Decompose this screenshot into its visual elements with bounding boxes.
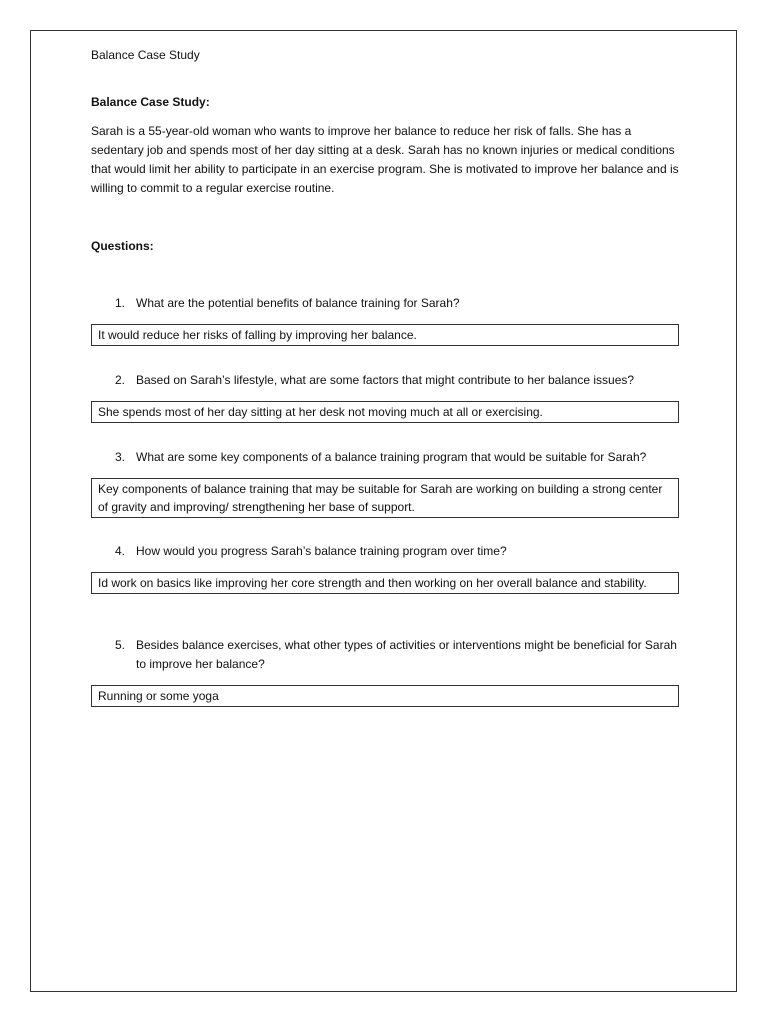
question-text: What are some key components of a balance training program that would be suitable for Sarah? — [136, 450, 647, 464]
question-5 — [91, 636, 681, 674]
questions-heading: Questions: — [91, 239, 154, 253]
question-1 — [91, 294, 681, 313]
question-3 — [91, 448, 681, 467]
answer-field-4[interactable]: Id work on basics like improving her core strength and then working on her overall balance and stability. — [91, 572, 679, 594]
question-text: How would you progress Sarah’s balance training program over time? — [136, 544, 507, 558]
document-header-title: Balance Case Study — [91, 48, 200, 62]
question-number: 4. — [114, 544, 125, 558]
question-number: 3. — [114, 450, 125, 464]
document-page — [30, 30, 737, 992]
intro-paragraph: Sarah is a 55-year-old woman who wants to improve her balance to reduce her risk of falls. She has a sedentary job and spends most of her day sitting at a desk. Sarah has no known injuries or medical conditions that would limit her ability to participate in an exercise program. She is motivated to improve her balance and is willing to commit to a regular exercise routine. — [91, 124, 679, 195]
question-text: Based on Sarah’s lifestyle, what are some factors that might contribute to her balance issues? — [136, 373, 635, 387]
section-heading: Balance Case Study: — [91, 95, 210, 109]
answer-field-3[interactable]: Key components of balance training that may be suitable for Sarah are working on building a strong center of gravity and improving/ strengthening her base of support. — [91, 478, 679, 518]
question-number: 5. — [114, 638, 125, 652]
answer-field-5[interactable]: Running or some yoga — [91, 685, 679, 707]
answer-field-2[interactable]: She spends most of her day sitting at her desk not moving much at all or exercising. — [91, 401, 679, 423]
answer-field-1[interactable]: It would reduce her risks of falling by improving her balance. — [91, 324, 679, 346]
question-text: What are the potential benefits of balance training for Sarah? — [136, 296, 460, 310]
question-text: Besides balance exercises, what other types of activities or interventions might be beneficial for Sarah to improve her balance? — [136, 638, 677, 671]
question-number: 2. — [114, 373, 125, 387]
question-2 — [91, 371, 681, 390]
question-4 — [91, 542, 681, 561]
question-number: 1. — [114, 296, 125, 310]
